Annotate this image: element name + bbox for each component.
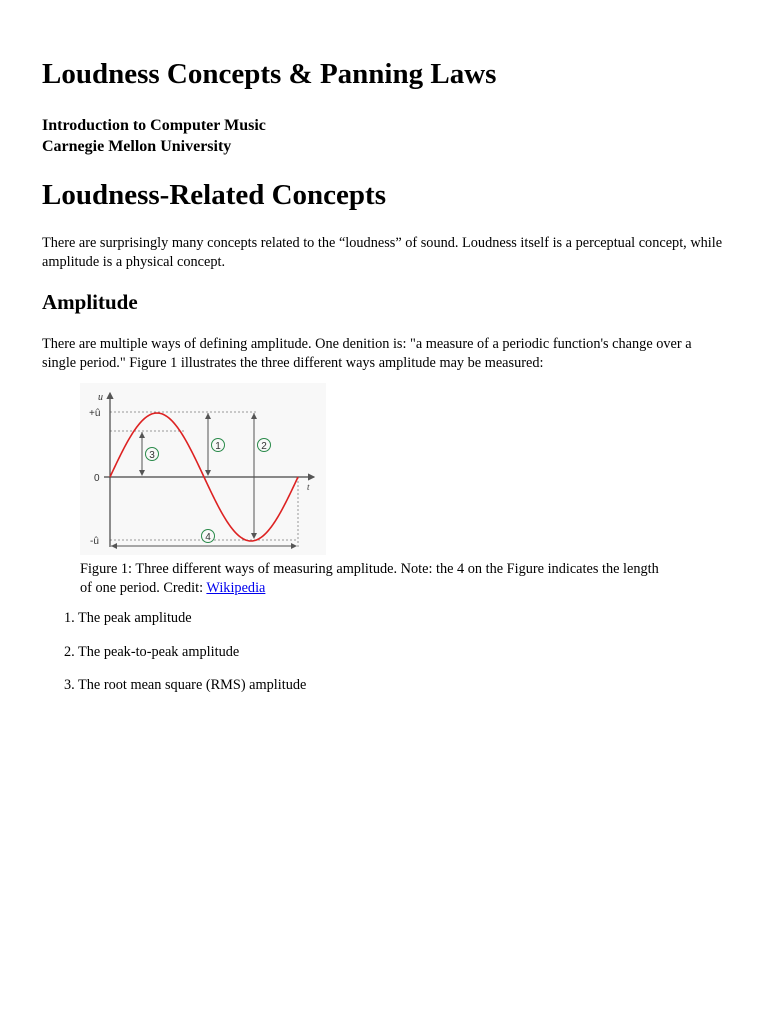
section-heading: Loudness-Related Concepts: [42, 179, 386, 211]
wikipedia-link[interactable]: Wikipedia: [206, 579, 266, 596]
tick-negative-peak: -û: [90, 536, 99, 547]
svg-text:4: 4: [205, 532, 211, 543]
amplitude-paragraph: There are multiple ways of defining amplitude. One denition is: "a measure of a periodic function's change over a single period." Figure 1 illustrates the three different ways amplitude may be measured:: [42, 336, 692, 371]
y-axis-label: u: [98, 392, 103, 403]
list-item: 2. The peak-to-peak amplitude: [64, 643, 240, 660]
svg-text:1: 1: [215, 441, 221, 452]
list-item: 3. The root mean square (RMS) amplitude: [64, 677, 307, 693]
amplitude-diagram: [80, 383, 326, 555]
amplitude-measures-list: [42, 609, 306, 710]
institution-name: Carnegie Mellon University: [42, 138, 232, 155]
course-name: Introduction to Computer Music: [42, 117, 266, 134]
caption-text: Figure 1: Three different ways of measuring amplitude. Note: the 4 on the Figure indicates the length of one period. Credit:: [80, 561, 659, 596]
document-title: Loudness Concepts & Panning Laws: [42, 58, 497, 90]
document-subtitle: [42, 115, 266, 157]
x-axis-label: t: [307, 482, 310, 492]
amplitude-heading: Amplitude: [42, 290, 138, 314]
figure-caption: [80, 560, 670, 597]
svg-text:3: 3: [149, 450, 155, 461]
tick-positive-peak: +û: [89, 408, 101, 419]
svg-text:2: 2: [261, 441, 267, 452]
list-item: 1. The peak amplitude: [64, 610, 192, 626]
tick-zero: 0: [94, 473, 100, 484]
amplitude-figure: [80, 383, 326, 555]
loudness-intro-paragraph: There are surprisingly many concepts related to the “loudness” of sound. Loudness itself is a perceptual concept, while amplitude is a physical concept.: [42, 235, 723, 270]
